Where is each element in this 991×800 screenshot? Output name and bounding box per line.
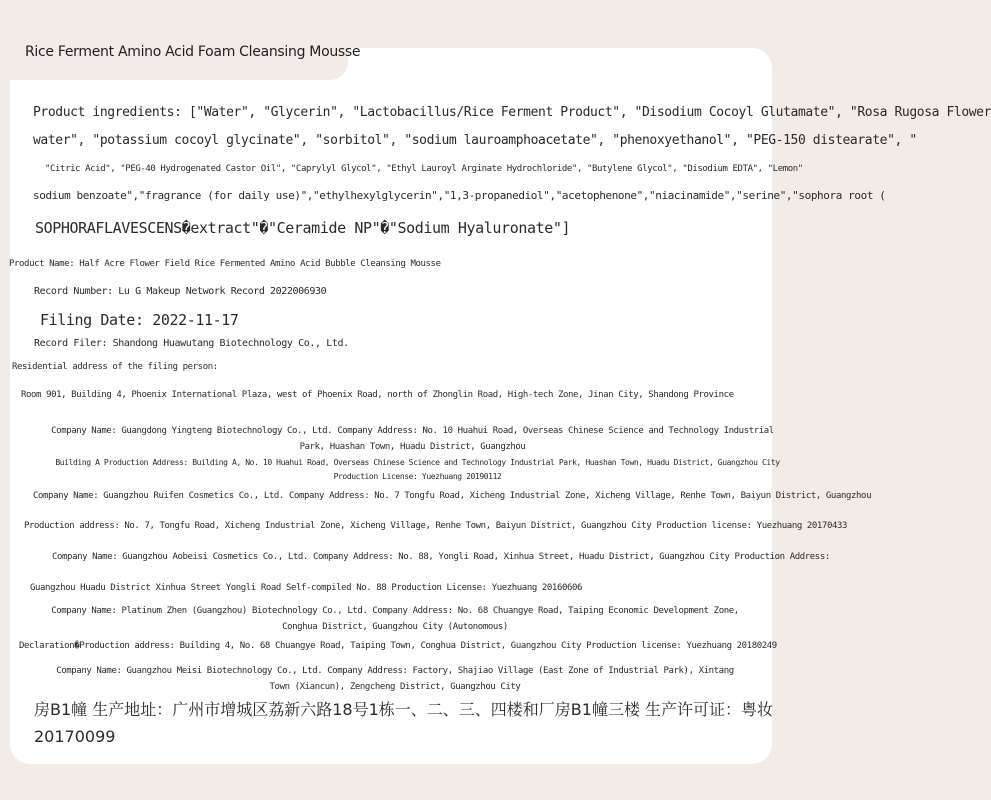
company-4: Company Name: Platinum Zhen (Guangzhou) Biotechnology Co., Ltd. Company Address: No. 68 Chuangye Road, Taiping Economic Development Zone, Conghua District, Guangzhou City (Autonomous): [51, 606, 739, 632]
ingredients-line-1: Product ingredients: ["Water", "Glycerin", "Lactobacillus/Rice Ferment Product", "Disodium Cocoyl Glutamate", "Rosa Rugosa Flower: [33, 105, 991, 120]
product-name: Product Name: Half Acre Flower Field Rice Fermented Amino Acid Bubble Cleansing Mousse: [9, 259, 441, 269]
ingredients-line-5: SOPHORAFLAVESCENS�extract"�"Ceramide NP"�"Sodium Hyaluronate"]: [35, 219, 571, 237]
company-5: Company Name: Guangzhou Meisi Biotechnology Co., Ltd. Company Address: Factory, Shajiao Village (East Zone of Industrial Park), Xintang Town (Xiancun), Zengcheng District, Guangzhou City: [56, 666, 734, 692]
company-2-production: Production address: No. 7, Tongfu Road, Xicheng Industrial Zone, Xicheng Village, Renhe Town, Baiyun District, Guangzhou City Production license: Yuezhuang 20170433: [24, 521, 848, 531]
ingredients-line-4: sodium benzoate","fragrance (for daily use)","ethylhexylglycerin","1,3-propanediol","acetophenone","niacinamide","serine","sophora root (: [33, 189, 886, 202]
company-1: Company Name: Guangdong Yingteng Biotechnology Co., Ltd. Company Address: No. 10 Huahui Road, Overseas Chinese Science and Technology Industrial Park, Huashan Town, Huadu District, Guangzhou: [51, 426, 774, 452]
ingredients-line-3: "Citric Acid", "PEG-40 Hydrogenated Castor Oil", "Caprylyl Glycol", "Ethyl Lauroyl Arginate Hydrochloride", "Butylene Glycol", "Disodium EDTA", "Lemon": [45, 164, 803, 174]
company-2: Company Name: Guangzhou Ruifen Cosmetics Co., Ltd. Company Address: No. 7 Tongfu Road, Xicheng Industrial Zone, Xicheng Village, Renhe Town, Baiyun District, Guangzhou: [33, 491, 872, 501]
footer-line-2: 20170099: [34, 727, 116, 746]
page-title: Rice Ferment Amino Acid Foam Cleansing Mousse: [25, 44, 361, 60]
residential-label: Residential address of the filing person:: [12, 362, 218, 372]
company-3: Company Name: Guangzhou Aobeisi Cosmetics Co., Ltd. Company Address: No. 88, Yongli Road, Xinhua Street, Huadu District, Guangzhou City Production Address:: [52, 552, 830, 562]
footer-line-1: 房B1幢 生产地址：广州市增城区荔新六路18号1栋一、二、三、四楼和厂房B1幢三楼 生产许可证：粤妆: [34, 700, 774, 719]
company-3-production: Guangzhou Huadu District Xinhua Street Yongli Road Self-compiled No. 88 Production License: Yuezhuang 20160606: [30, 583, 583, 593]
filing-date: Filing Date: 2022-11-17: [40, 311, 239, 329]
ingredients-line-2: water", "potassium cocoyl glycinate", "sorbitol", "sodium lauroamphoacetate", "phenoxyethanol", "PEG-150 distearate", ": [33, 133, 917, 148]
company-1-production: Building A Production Address: Building A, No. 10 Huahui Road, Overseas Chinese Science and Technology Industrial Park, Huashan Town, Huadu District, Guangzhou City Production License: Yuezhuang 20190112: [55, 458, 780, 481]
residential-address: Room 901, Building 4, Phoenix International Plaza, west of Phoenix Road, north of Zhonglin Road, High-tech Zone, Jinan City, Shandong Province: [21, 390, 734, 400]
company-4-production: Declaration�Production address: Building 4, No. 68 Chuangye Road, Taiping Town, Conghua District, Guangzhou City Production license: Yuezhuang 20180249: [19, 641, 777, 651]
record-number: Record Number: Lu G Makeup Network Record 2022006930: [34, 286, 327, 297]
record-filer: Record Filer: Shandong Huawutang Biotechnology Co., Ltd.: [34, 338, 349, 349]
document-card: [10, 48, 772, 764]
